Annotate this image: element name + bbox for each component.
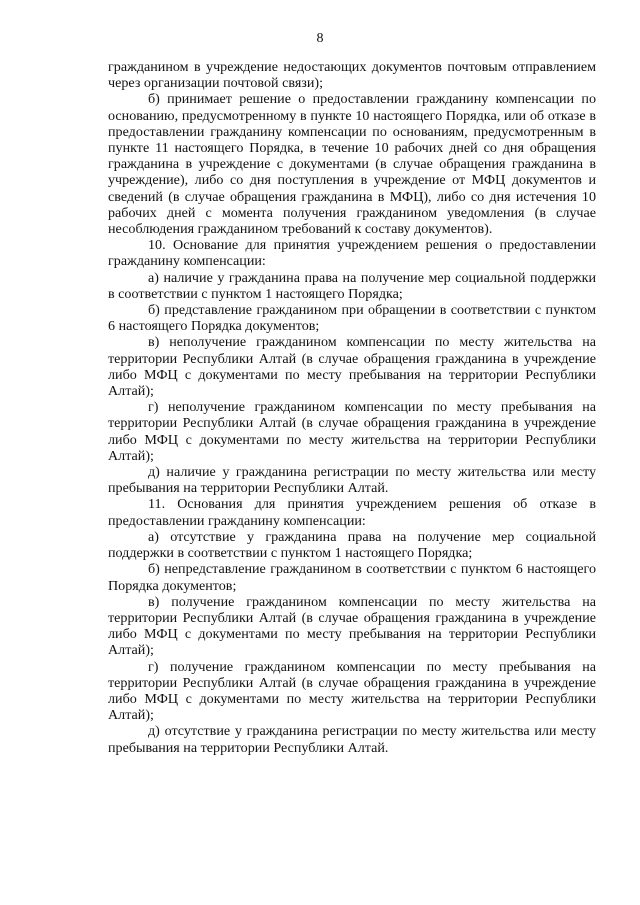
paragraph: в) получение гражданином компенсации по месту жительства на территории Республики Алтай (в случае обращения гражданина в учреждение либо МФЦ с документами по месту пребывания на территории Республики Алтай); [108, 593, 596, 659]
paragraph: а) отсутствие у гражданина права на получение мер социальной поддержки в соответствии с пунктом 1 настоящего Порядка; [108, 528, 596, 562]
paragraph: б) непредставление гражданином в соответствии с пунктом 6 настоящего Порядка документов; [108, 561, 596, 594]
paragraph: а) наличие у гражданина права на получение мер социальной поддержки в соответствии с пунктом 1 настоящего Порядка; [108, 269, 596, 302]
paragraph: б) принимает решение о предоставлении гражданину компенсации по основанию, предусмотренному в пункте 10 настоящего Порядка, или об отказе в предоставлении гражданину компенсации по основаниям, предусмотренным в пункте 11 настоящего Порядка, в течение 10 рабочих дней со дня обращения гражданина в учреждение с документами (в случае обращения гражданина в учреждение), либо со дня поступления в учреждение от МФЦ документов и сведений (в случае обращения гражданина в МФЦ), либо со дня истечения 10 рабочих дней с момента получения гражданином уведомления (в случае несоблюдения гражданином требований к составу документов). [108, 91, 596, 238]
paragraph: г) получение гражданином компенсации по месту пребывания на территории Республики Алтай (в случае обращения гражданина в учреждение либо МФЦ с документами по месту жительства на территории Республики Алтай); [108, 658, 596, 724]
paragraph: д) отсутствие у гражданина регистрации по месту жительства или месту пребывания на территории Республики Алтай. [108, 723, 596, 756]
paragraph: 10. Основание для принятия учреждением решения о предоставлении гражданину компенсации: [108, 237, 596, 270]
page-number: 8 [316, 31, 324, 46]
paragraph: д) наличие у гражданина регистрации по месту жительства или месту пребывания на территории Республики Алтай. [108, 464, 596, 497]
paragraph: г) неполучение гражданином компенсации по месту пребывания на территории Республики Алтай (в случае обращения гражданина в учреждение либо МФЦ с документами по месту жительства на территории Республики Алтай); [108, 399, 596, 464]
paragraph: 11. Основания для принятия учреждением решения об отказе в предоставлении гражданину компенсации: [108, 496, 596, 529]
paragraph: в) неполучение гражданином компенсации по месту жительства на территории Республики Алтай (в случае обращения гражданина в учреждение либо МФЦ с документами по месту пребывания на территории Республики Алтай); [108, 334, 596, 400]
document-body [108, 59, 596, 756]
paragraph: гражданином в учреждение недостающих документов почтовым отправлением через организации почтовой связи); [108, 59, 596, 92]
paragraph: б) представление гражданином при обращении в соответствии с пунктом 6 настоящего Порядка документов; [108, 302, 596, 335]
